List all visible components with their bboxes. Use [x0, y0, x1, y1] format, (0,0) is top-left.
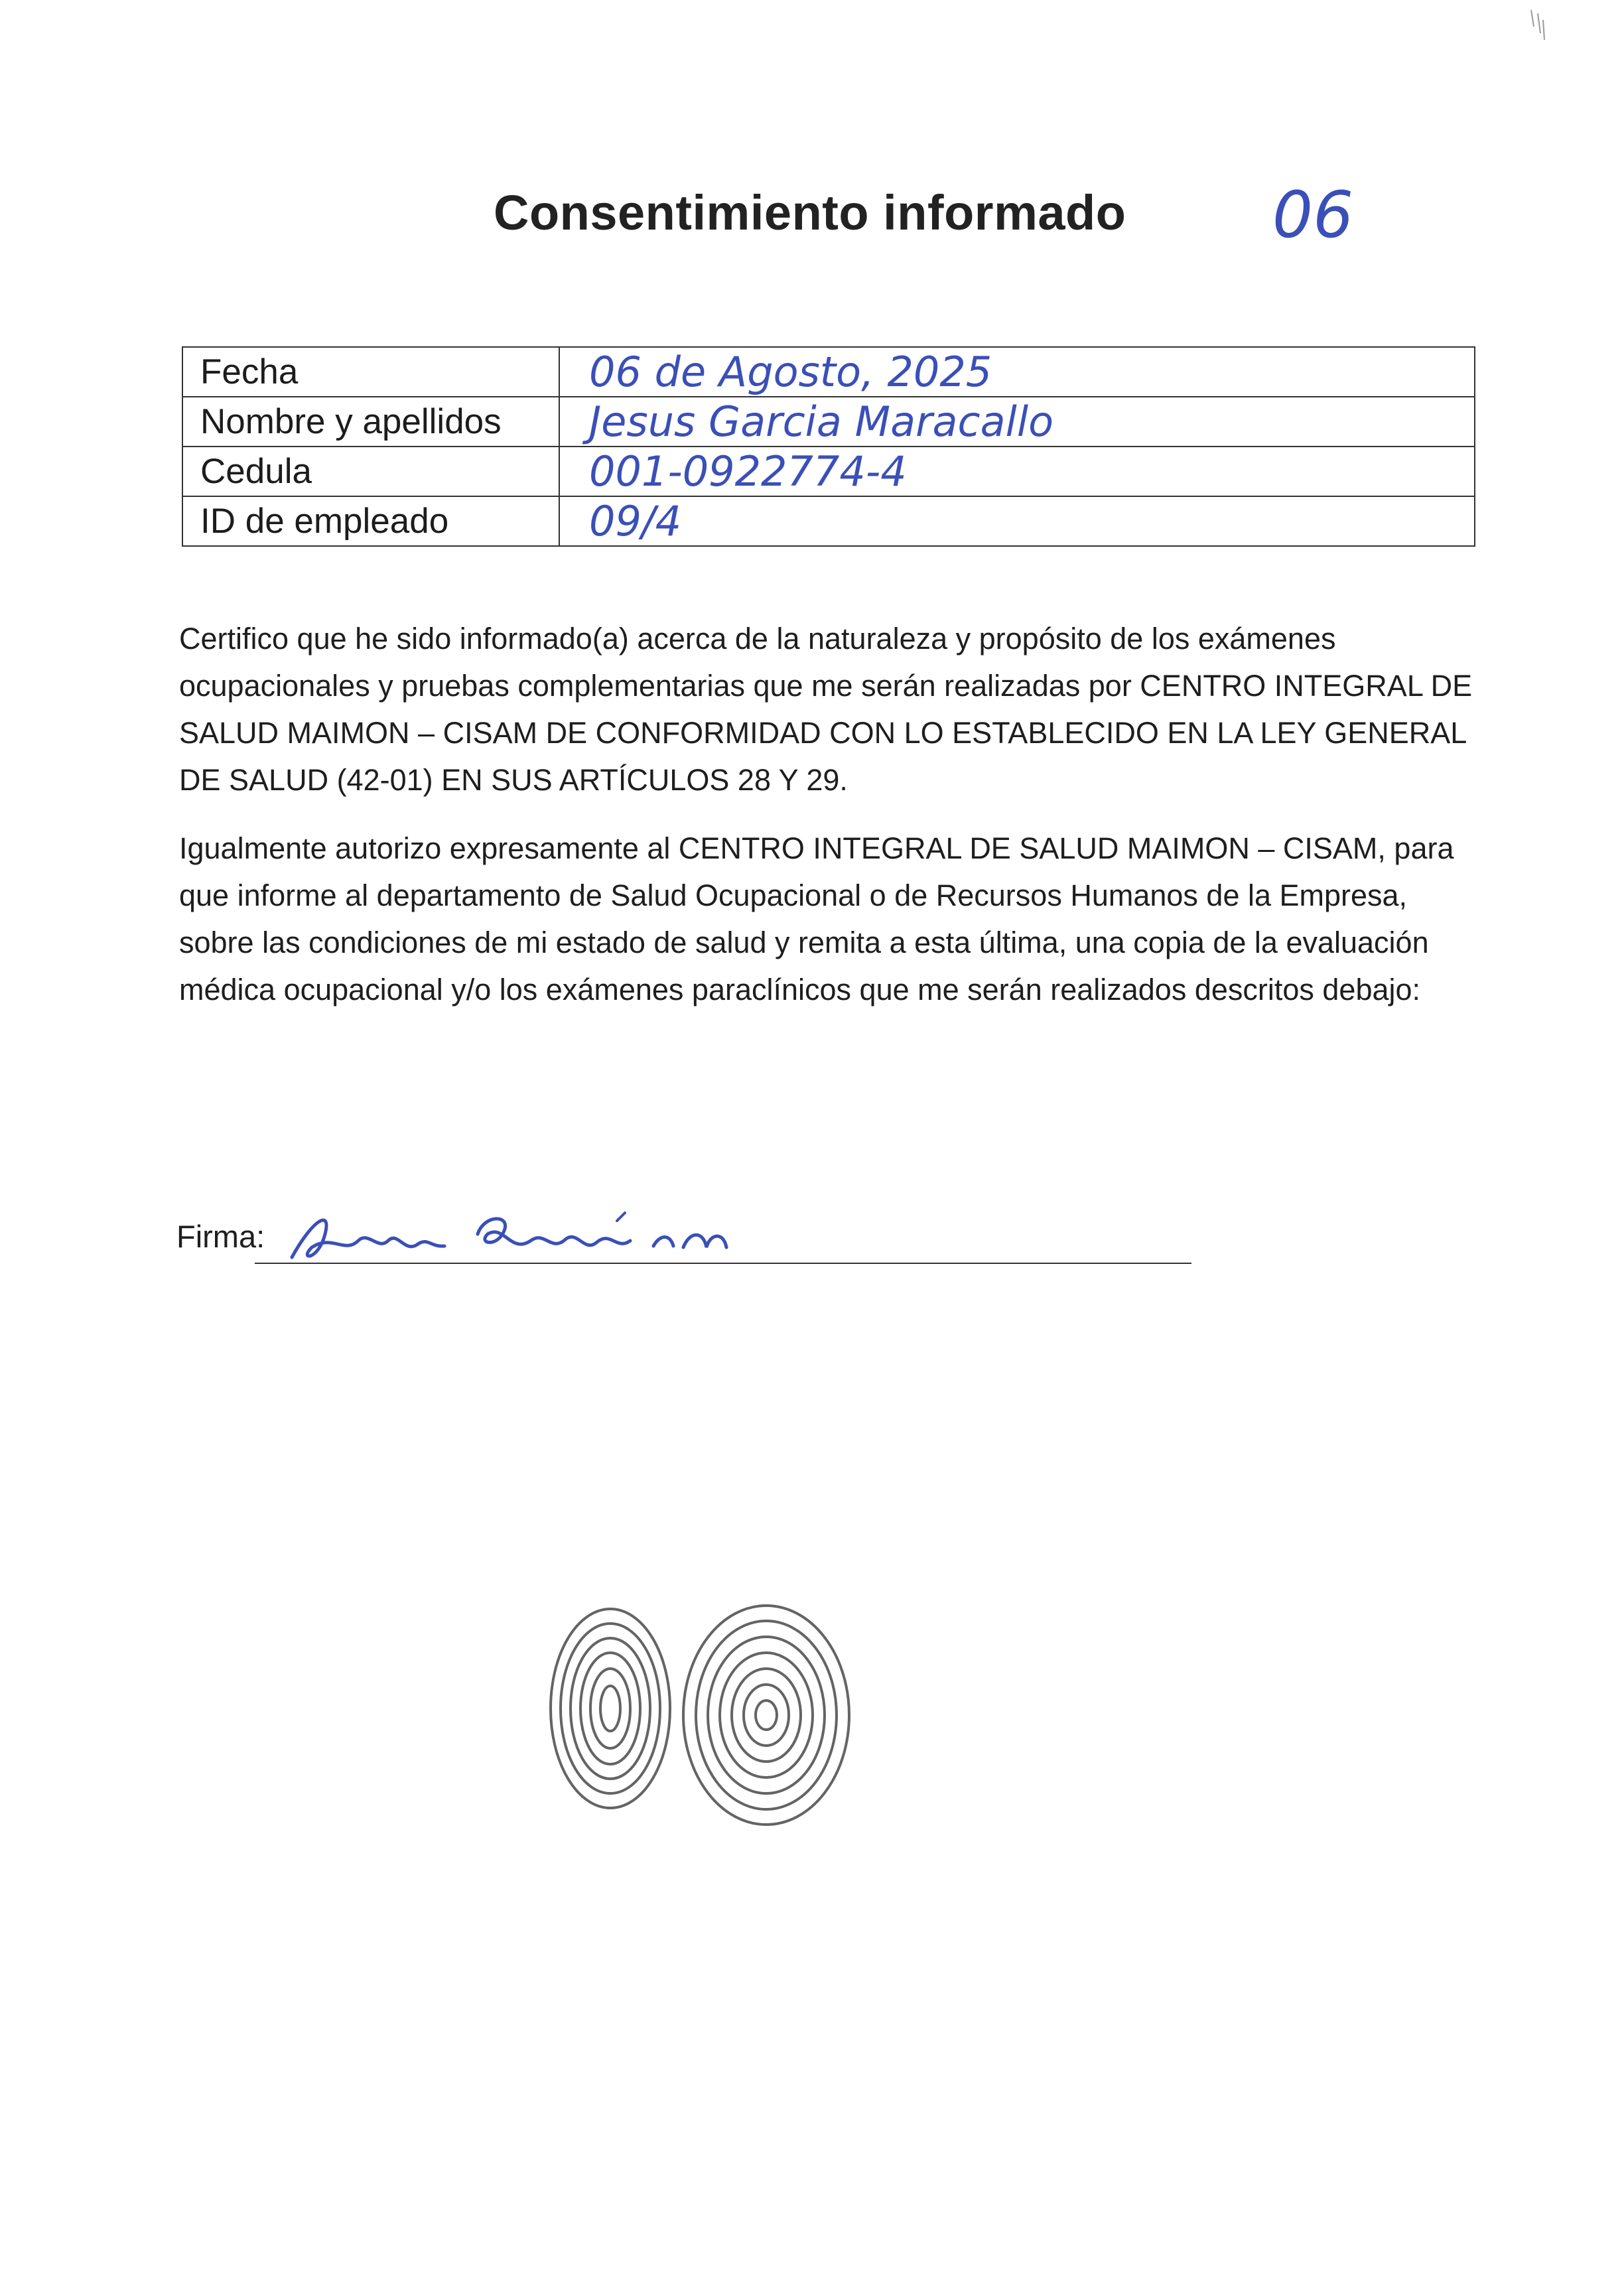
right-fingerprint: [683, 1606, 849, 1825]
id-empleado-value: 09/4: [559, 496, 1475, 546]
page-title: Consentimiento informado: [494, 185, 1126, 240]
nombre-value: Jesus Garcia Maracallo: [559, 397, 1475, 447]
handwritten-signature: [285, 1194, 763, 1274]
handwritten-page-number: 06: [1272, 178, 1354, 252]
info-table: [182, 346, 1475, 547]
table-row: [182, 447, 1475, 496]
certification-paragraph: Certifico que he sido informado(a) acerca de la naturaleza y propósito de los exámenes ocupacionales y pruebas complementarias que me serán realizadas por CENTRO INTEGRAL DE SALUD MAIMON – CISAM DE CONFORMIDAD CON LO ESTABLECIDO EN LA LEY GENERAL DE SALUD (42-01) EN SUS ARTÍCULOS 28 Y 29.: [179, 622, 1473, 797]
table-row: [182, 347, 1475, 397]
fecha-label: Fecha: [182, 347, 559, 397]
table-row: [182, 397, 1475, 447]
fecha-value: 06 de Agosto, 2025: [559, 347, 1475, 397]
cedula-value: 001-0922774-4: [559, 447, 1475, 496]
table-row: [182, 496, 1475, 546]
cedula-label: Cedula: [182, 447, 559, 496]
fingerprint-marks: [531, 1592, 876, 1844]
scan-artifact-mark: [1526, 7, 1552, 60]
nombre-label: Nombre y apellidos: [182, 397, 559, 447]
authorization-paragraph: Igualmente autorizo expresamente al CENTRO INTEGRAL DE SALUD MAIMON – CISAM, para que informe al departamento de Salud Ocupacional o de Recursos Humanos de la Empresa, sobre las condiciones de mi estado de salud y remita a esta última, una copia de la evaluación médica ocupacional y/o los exámenes paraclínicos que me serán realizados descritos debajo:: [179, 831, 1454, 1007]
id-empleado-label: ID de empleado: [182, 496, 559, 546]
left-fingerprint: [551, 1609, 670, 1808]
signature-label: Firma:: [176, 1219, 265, 1254]
